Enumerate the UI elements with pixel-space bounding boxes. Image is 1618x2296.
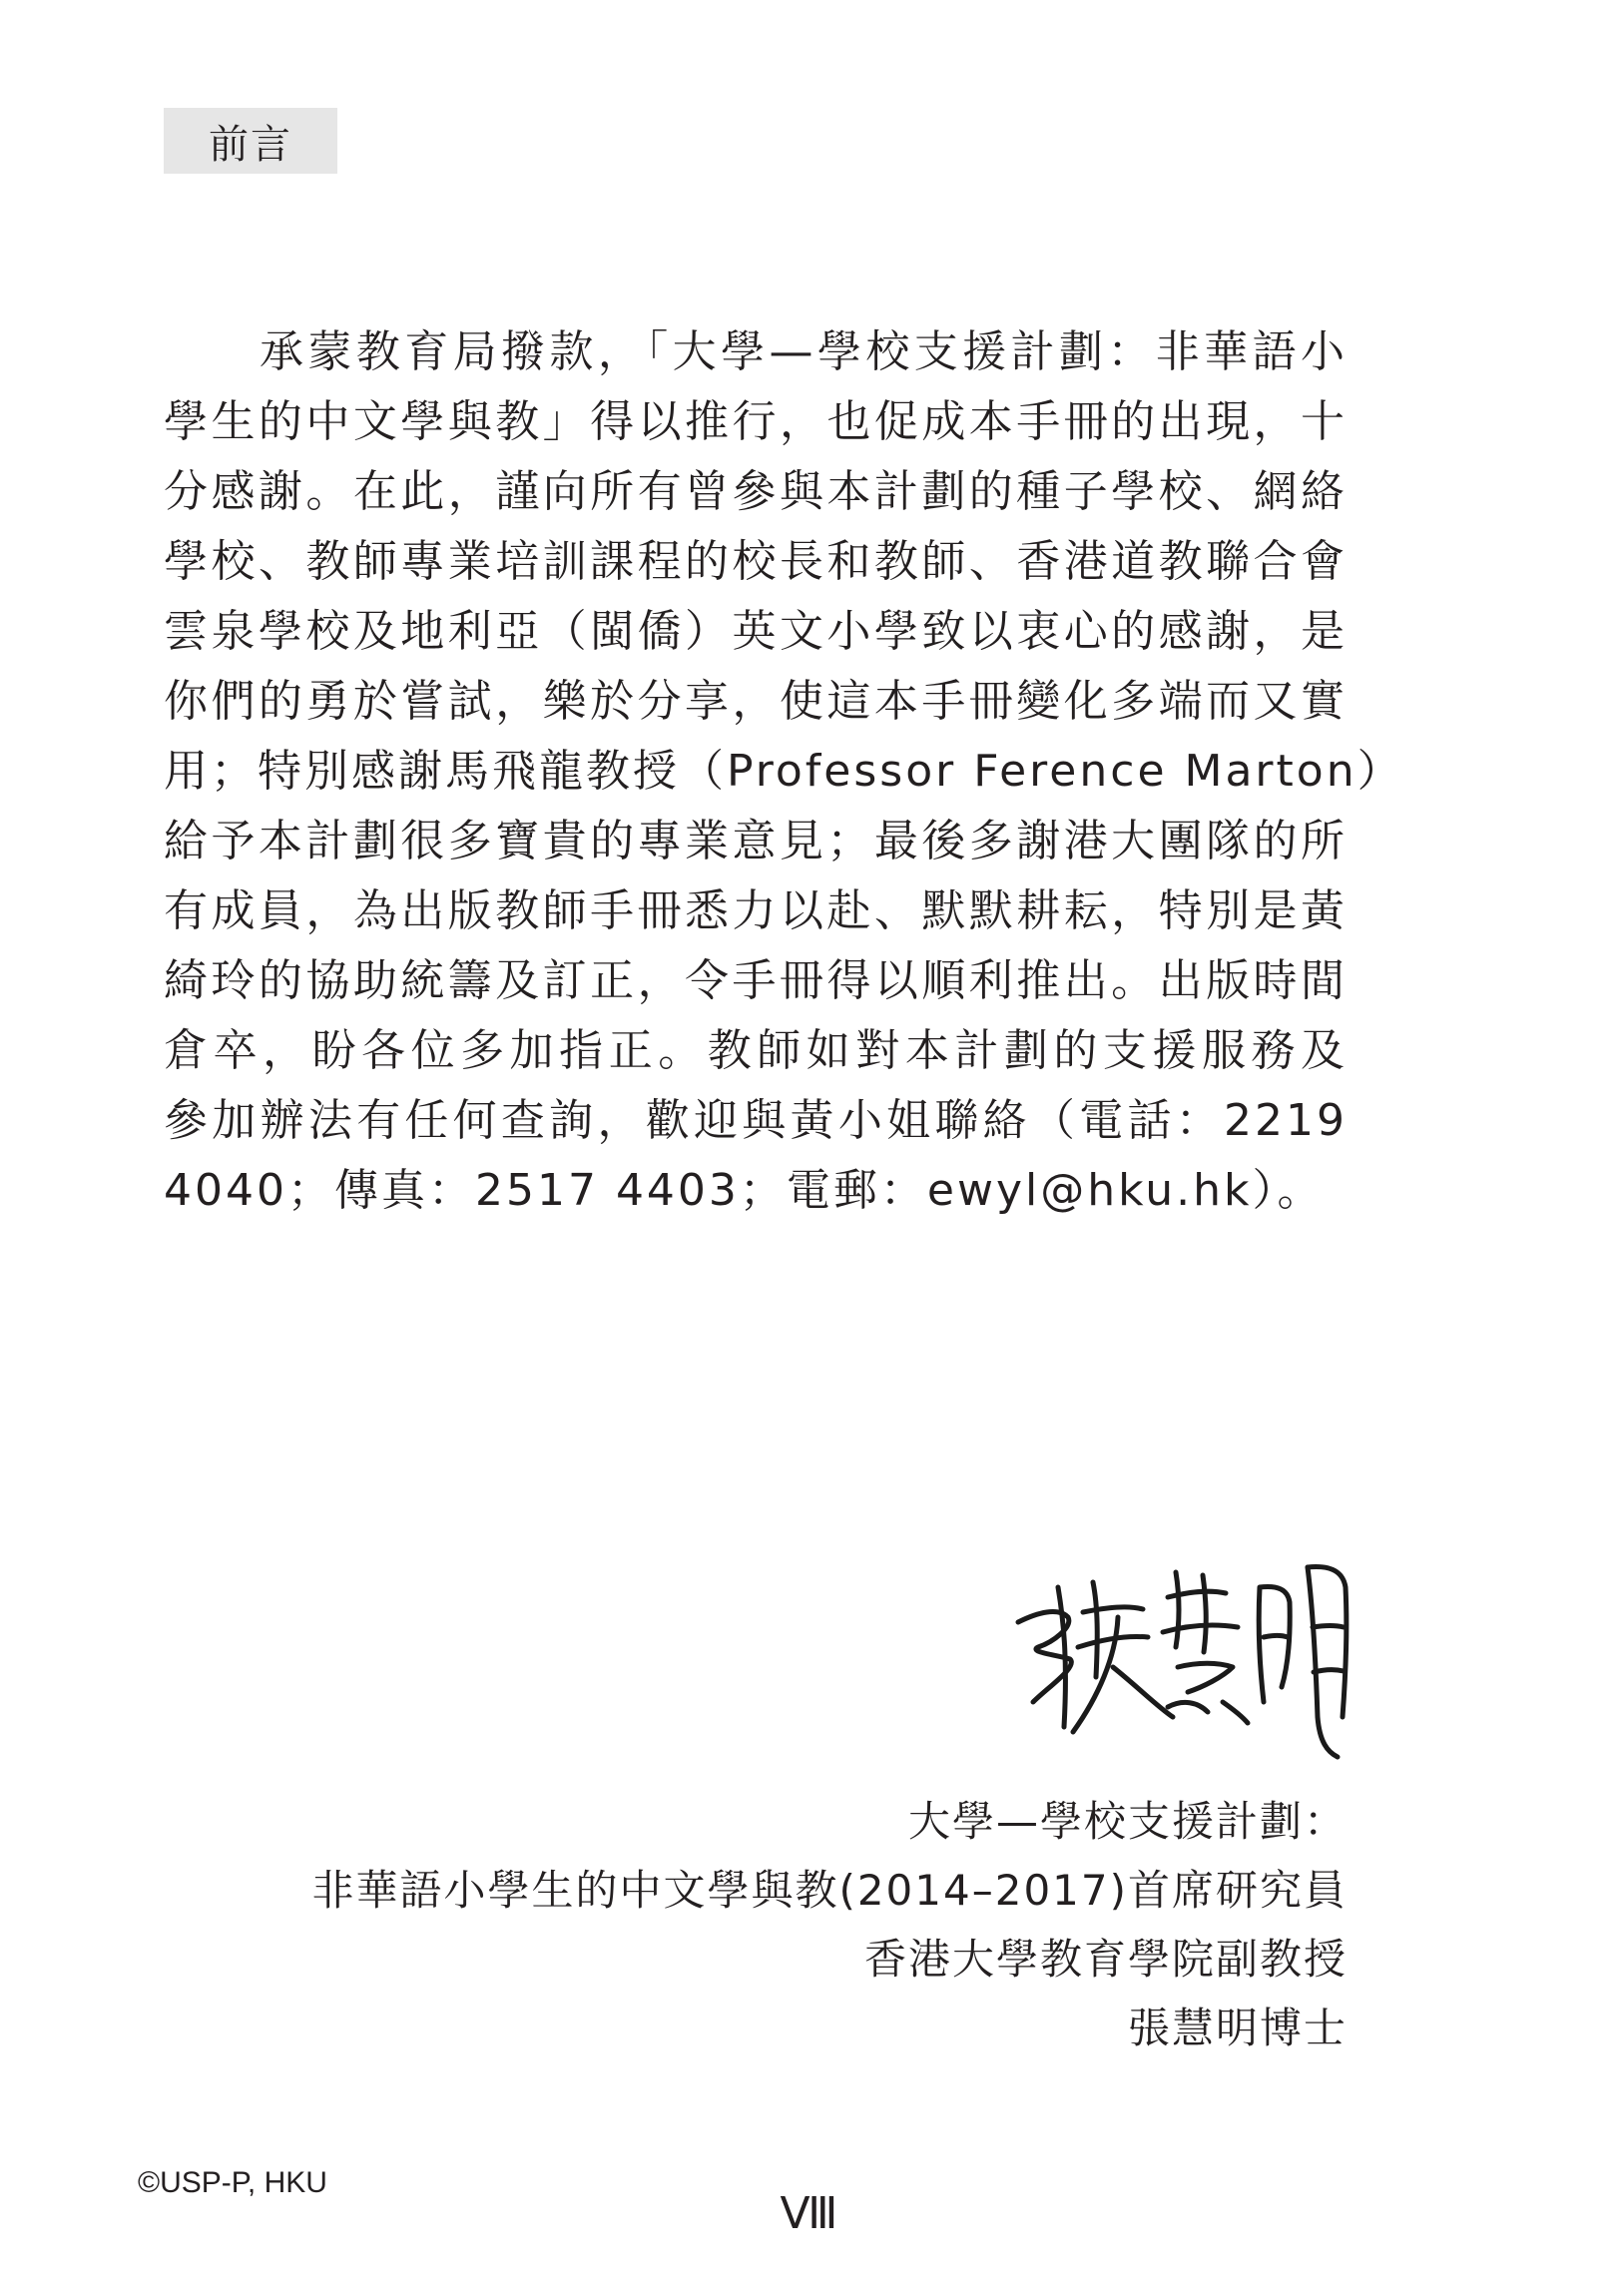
- preface-body: [164, 317, 1404, 1226]
- body-line: 雲泉學校及地利亞（閩僑）英文小學致以衷心的感謝，是: [164, 606, 1348, 657]
- body-line: 綺玲的協助統籌及訂正，令手冊得以順利推出。出版時間: [164, 955, 1348, 1006]
- body-line: 承蒙教育局撥款，「大學—學校支援計劃：非華語小: [260, 326, 1348, 377]
- body-line: 倉卒，盼各位多加指正。教師如對本計劃的支援服務及: [164, 1025, 1348, 1076]
- page-number: Ⅷ: [780, 2189, 838, 2238]
- body-line: 參加辦法有任何查詢，歡迎與黃小姐聯絡（電話：2219: [164, 1095, 1348, 1146]
- signature-image: [998, 1527, 1367, 1767]
- signature-line-role: 非華語小學生的中文學與教(2014–2017)首席研究員: [311, 1866, 1348, 1915]
- handwritten-signature: [998, 1527, 1367, 1767]
- signature-line-position: 香港大學教育學院副教授: [863, 1935, 1348, 1984]
- body-line: 4040；傳真：2517 4403；電郵：ewyl@hku.hk）。: [164, 1165, 1325, 1216]
- section-header: [164, 108, 337, 174]
- body-line: 分感謝。在此，謹向所有曾參與本計劃的種子學校、網絡: [164, 466, 1348, 517]
- section-title: 前言: [209, 121, 292, 168]
- body-line: 用；特別感謝馬飛龍教授（Professor Ference Marton）: [164, 746, 1404, 797]
- signature-line-project: 大學—學校支援計劃：: [907, 1797, 1348, 1846]
- signature-line-name: 張慧明博士: [1127, 2004, 1348, 2052]
- body-line: 你們的勇於嘗試，樂於分享，使這本手冊變化多端而又實: [164, 676, 1348, 727]
- copyright-notice: ©USP-P, HKU: [138, 2166, 327, 2199]
- body-line: 給予本計劃很多寶貴的專業意見；最後多謝港大團隊的所: [164, 816, 1348, 866]
- signature-block: [311, 1787, 1348, 2062]
- body-line: 學生的中文學與教」得以推行，也促成本手冊的出現，十: [164, 396, 1348, 447]
- body-line: 有成員，為出版教師手冊悉力以赴、默默耕耘，特別是黃: [164, 885, 1348, 936]
- body-line: 學校、教師專業培訓課程的校長和教師、香港道教聯合會: [164, 536, 1348, 587]
